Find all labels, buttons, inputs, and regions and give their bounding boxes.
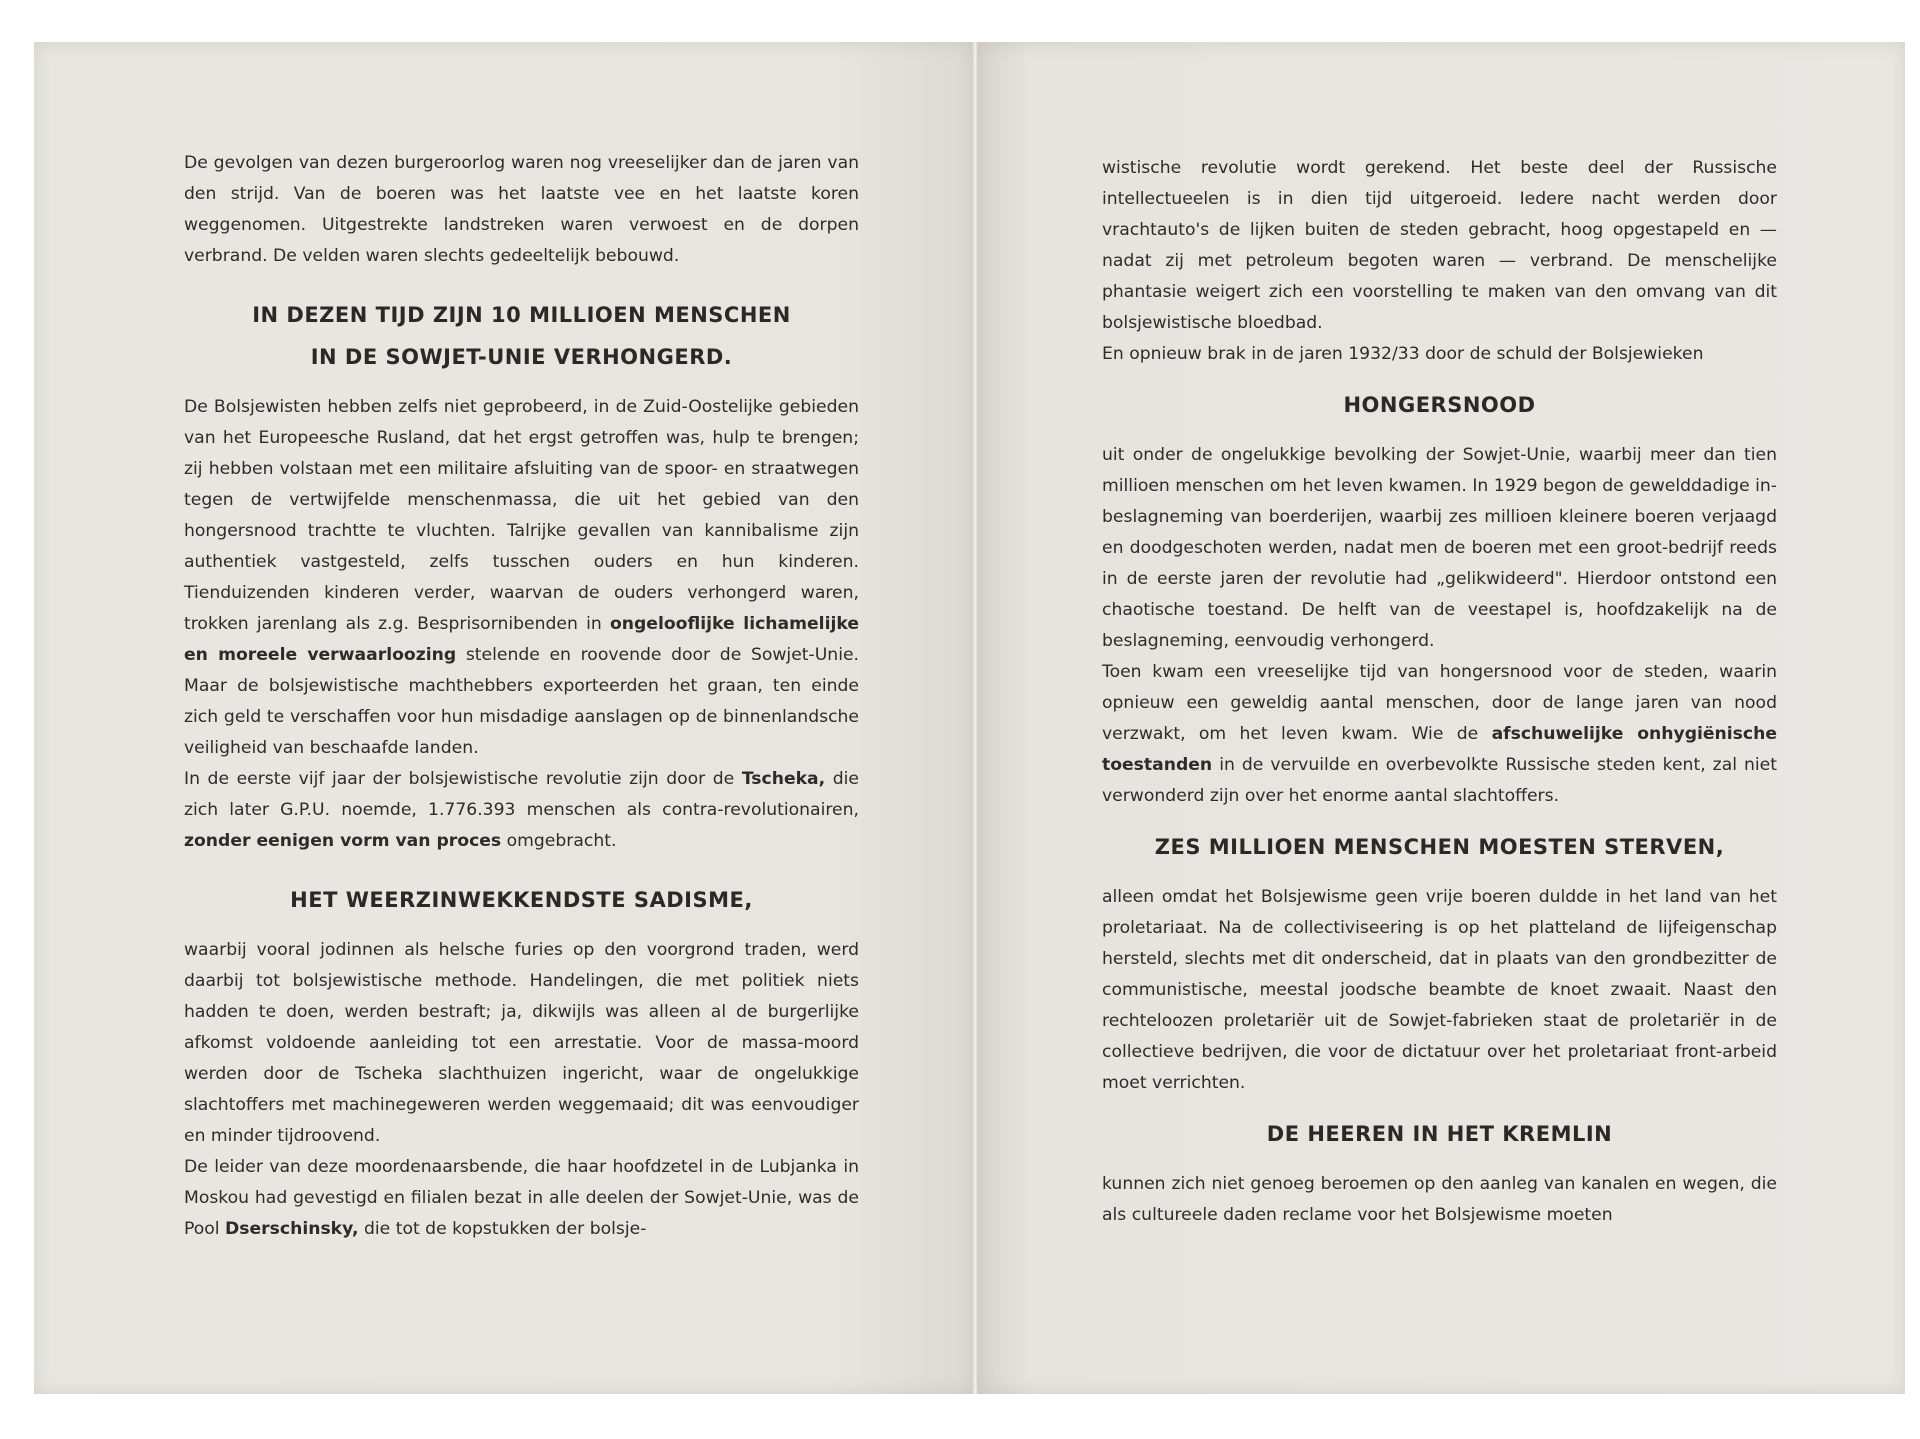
right-text-column [1102,153,1777,1231]
right-paragraph-4-text-a: Toen kwam een vreeselijke tijd van hongersnood voor de steden, waarin opnieuw een geweldig aantal menschen, door de lange jaren van nood verzwakt, om het leven kwam. Wie de [1102,662,1777,744]
left-text-column [184,148,859,1245]
left-paragraph-3-text-c: die zich later G.P.U. noemde, 1.776.393 menschen als contra-revolutionairen, [184,769,859,820]
right-paragraph-1: wistische revolutie wordt gerekend. Het beste deel der Russische intellectueelen is in dien tijd uitgeroeid. Iedere nacht werden door vrachtauto's de lijken buiten de steden gebracht, hoog opgestapeld en — nadat zij met petroleum begoten waren — verbrand. De menschelijke phantasie weigert zich een voorstelling te maken van den omvang van dit bolsjewistische bloedbad. [1102,158,1777,333]
left-paragraph-3 [184,764,859,857]
left-paragraph-5-text-a: De leider van deze moordenaarsbende, die haar hoofdzetel in de Lubjanka in Moskou had gevestigd en filialen bezat in alle deelen der Sowjet-Unie, was de Pool [184,1157,859,1239]
right-paragraph-2: En opnieuw brak in de jaren 1932/33 door de schuld der Bolsjewieken [1102,344,1704,364]
left-paragraph-2-text-a: De Bolsjewisten hebben zelfs niet geprobeerd, in de Zuid-Oostelijke gebieden van het Europeesche Rusland, dat het ergst getroffen was, hulp te brengen; zij hebben volstaan met een militaire afsluiting van de spoor- en straatwegen tegen de vertwijfelde menschenmassa, die uit het gebied van den hongersnood trachtte te vluchten. Talrijke gevallen van kannibalisme zijn authentiek vastgesteld, zelfs tusschen ouders en hun kinderen. Tienduizenden kinderen verder, waarvan de ouders verhongerd waren, trokken jarenlang als z.g. Besprisornibenden in [184,397,859,634]
left-paragraph-2-text-c: stelende en roovende door de Sowjet-Unie. Maar de bolsjewistische machthebbers exporteerden het graan, ten einde zich geld te verschaffen voor hun misdadige aanslagen op de binnenlandsche veiligheid van beschaafde landen. [184,645,860,758]
left-paragraph-2 [184,392,859,764]
left-paragraph-2-bold: ongelooflijke lichamelijke en moreele verwaarloozing [184,614,859,665]
left-paragraph-5-bold: Dserschinsky, [225,1219,359,1239]
left-paragraph-5 [184,1152,859,1245]
left-heading-2: HET WEERZINWEKKENDSTE SADISME, [290,888,753,912]
right-paragraph-6: kunnen zich niet genoeg beroemen op den aanleg van kanalen en wegen, die als cultureele daden reclame voor het Bolsjewisme moeten [1102,1174,1777,1225]
right-paragraph-3: uit onder de ongelukkige bevolking der Sowjet-Unie, waarbij meer dan tien millioen menschen om het leven kwamen. In 1929 begon de gewelddadige in-beslagneming van boerderijen, waarbij zes millioen kleinere boeren verjaagd en doodgeschoten werden, nadat men de boeren met een groot-bedrijf reeds in de eerste jaren der revolutie had „gelikwideerd". Hierdoor ontstond een chaotische toestand. De helft van de veestapel is, hoofdzakelijk na de beslagneming, eenvoudig verhongerd. [1102,445,1777,651]
left-heading-1-line-1: IN DEZEN TIJD ZIJN 10 MILLIOEN MENSCHEN [252,303,791,327]
left-paragraph-3-bold-tscheka: Tscheka, [741,769,826,789]
left-heading-1-line-2: IN DE SOWJET-UNIE VERHONGERD. [310,345,733,369]
right-paragraph-4 [1102,657,1777,812]
right-heading-2: ZES MILLIOEN MENSCHEN MOESTEN STERVEN, [1154,835,1725,859]
left-paragraph-5-text-c: die tot de kopstukken der bolsje- [358,1219,647,1239]
right-paragraph-4-text-c: in de vervuilde en overbevolkte Russische steden kent, zal niet verwonderd zijn over het enorme aantal slachtoffers. [1102,755,1777,806]
left-paragraph-4: waarbij vooral jodinnen als helsche furies op den voorgrond traden, werd daarbij tot bolsjewistische methode. Handelingen, die met politiek niets hadden te doen, werden bestraft; ja, dikwijls was alleen al de burgerlijke afkomst voldoende aanleiding tot een arrestatie. Voor de massa-moord werden door de Tscheka slachthuizen ingericht, waar de ongelukkige slachtoffers met machinegeweren werden weggemaaid; dit was eenvoudiger en minder tijdroovend. [184,940,859,1146]
right-paragraph-5: alleen omdat het Bolsjewisme geen vrije boeren duldde in het land van het proletariaat. Na de collectiviseering is op het platteland de lijfeigenschap hersteld, slechts met dit onderscheid, dat in plaats van den grondbezitter de communistische, meestal joodsche beambte de knoet zwaait. Naast den rechteloozen proletariër uit de Sowjet-fabrieken staat de proletariër in de collectieve bedrijven, die voor de dictatuur over het proletariaat front-arbeid moet verrichten. [1102,887,1777,1093]
right-heading-1: HONGERSNOOD [1343,393,1536,417]
left-paragraph-3-text-e: omgebracht. [501,831,617,851]
left-paragraph-3-bold-proces: zonder eenigen vorm van proces [184,831,502,851]
left-paragraph-1: De gevolgen van dezen burgeroorlog waren nog vreeselijker dan de jaren van den strijd. Van de boeren was het laatste vee en het laatste koren weggenomen. Uitgestrekte landstreken waren verwoest en de dorpen verbrand. De velden waren slechts gedeeltelijk bebouwd. [184,153,859,266]
right-paragraph-4-bold: afschuwelijke onhygiënische toestanden [1102,724,1777,775]
left-paragraph-3-text-a: In de eerste vijf jaar der bolsjewistische revolutie zijn door de [184,769,742,789]
right-heading-3: DE HEEREN IN HET KREMLIN [1266,1122,1613,1146]
center-fold [972,42,978,1394]
